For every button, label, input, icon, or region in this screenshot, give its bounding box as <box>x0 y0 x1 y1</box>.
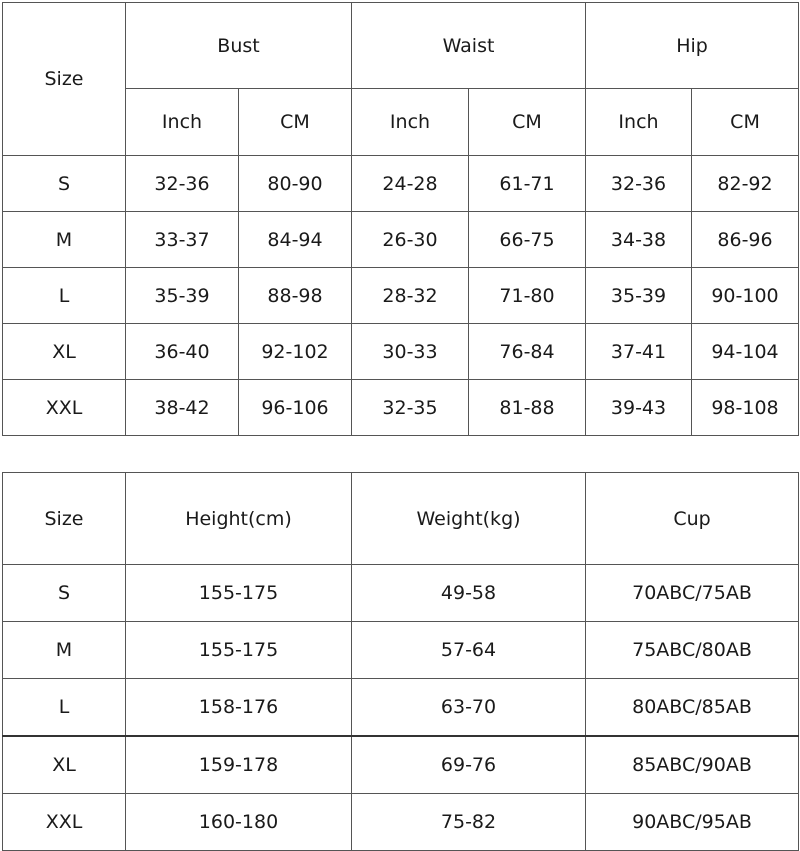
table-row <box>3 212 799 268</box>
table-cell: 81-88 <box>469 380 586 436</box>
table-cell: 34-38 <box>586 212 692 268</box>
table-cell: 94-104 <box>692 324 799 380</box>
table-row <box>3 794 799 851</box>
bust-cm-header: CM <box>239 89 352 156</box>
size-cell: L <box>3 268 126 324</box>
size-header: Size <box>3 473 126 565</box>
waist-cm-header: CM <box>469 89 586 156</box>
table-cell: 24-28 <box>352 156 469 212</box>
table-cell: 37-41 <box>586 324 692 380</box>
table-cell: 75-82 <box>352 794 586 851</box>
table-cell: 86-96 <box>692 212 799 268</box>
table-cell: 71-80 <box>469 268 586 324</box>
table-cell: 90ABC/95AB <box>586 794 799 851</box>
table-cell: 160-180 <box>126 794 352 851</box>
table-cell: 76-84 <box>469 324 586 380</box>
table-cell: 57-64 <box>352 622 586 679</box>
cup-header: Cup <box>586 473 799 565</box>
table-cell: 80ABC/85AB <box>586 679 799 737</box>
table-cell: 155-175 <box>126 565 352 622</box>
table-cell: 155-175 <box>126 622 352 679</box>
size-cell: XXL <box>3 380 126 436</box>
size-cell: XL <box>3 736 126 794</box>
table-cell: 26-30 <box>352 212 469 268</box>
table-cell: 85ABC/90AB <box>586 736 799 794</box>
hip-header: Hip <box>586 3 799 89</box>
table-cell: 88-98 <box>239 268 352 324</box>
table-cell: 32-35 <box>352 380 469 436</box>
table-cell: 38-42 <box>126 380 239 436</box>
table-cell: 39-43 <box>586 380 692 436</box>
waist-inch-header: Inch <box>352 89 469 156</box>
table-cell: 69-76 <box>352 736 586 794</box>
table-row <box>3 679 799 737</box>
table-cell: 33-37 <box>126 212 239 268</box>
table-cell: 98-108 <box>692 380 799 436</box>
table-cell: 30-33 <box>352 324 469 380</box>
size-cell: XXL <box>3 794 126 851</box>
hip-inch-header: Inch <box>586 89 692 156</box>
fit-table <box>2 472 799 851</box>
size-cell: S <box>3 156 126 212</box>
table-row <box>3 324 799 380</box>
size-cell: M <box>3 622 126 679</box>
table-cell: 75ABC/80AB <box>586 622 799 679</box>
size-cell: M <box>3 212 126 268</box>
table-cell: 96-106 <box>239 380 352 436</box>
table-cell: 61-71 <box>469 156 586 212</box>
size-cell: S <box>3 565 126 622</box>
size-cell: XL <box>3 324 126 380</box>
table-cell: 28-32 <box>352 268 469 324</box>
bust-header: Bust <box>126 3 352 89</box>
table-cell: 158-176 <box>126 679 352 737</box>
table-row <box>3 736 799 794</box>
table-cell: 63-70 <box>352 679 586 737</box>
table-cell: 80-90 <box>239 156 352 212</box>
waist-header: Waist <box>352 3 586 89</box>
table-cell: 35-39 <box>586 268 692 324</box>
table-row <box>3 565 799 622</box>
height-header: Height(cm) <box>126 473 352 565</box>
table-cell: 49-58 <box>352 565 586 622</box>
table-cell: 66-75 <box>469 212 586 268</box>
table-cell: 32-36 <box>586 156 692 212</box>
table-cell: 35-39 <box>126 268 239 324</box>
table-cell: 90-100 <box>692 268 799 324</box>
measurements-table <box>2 2 799 436</box>
table-row <box>3 380 799 436</box>
bust-inch-header: Inch <box>126 89 239 156</box>
size-cell: L <box>3 679 126 737</box>
hip-cm-header: CM <box>692 89 799 156</box>
table-row <box>3 268 799 324</box>
table-cell: 32-36 <box>126 156 239 212</box>
size-header: Size <box>3 3 126 156</box>
table-cell: 82-92 <box>692 156 799 212</box>
table-cell: 92-102 <box>239 324 352 380</box>
table-cell: 70ABC/75AB <box>586 565 799 622</box>
weight-header: Weight(kg) <box>352 473 586 565</box>
table-cell: 36-40 <box>126 324 239 380</box>
table-row <box>3 156 799 212</box>
table-cell: 84-94 <box>239 212 352 268</box>
table-row <box>3 622 799 679</box>
table-cell: 159-178 <box>126 736 352 794</box>
